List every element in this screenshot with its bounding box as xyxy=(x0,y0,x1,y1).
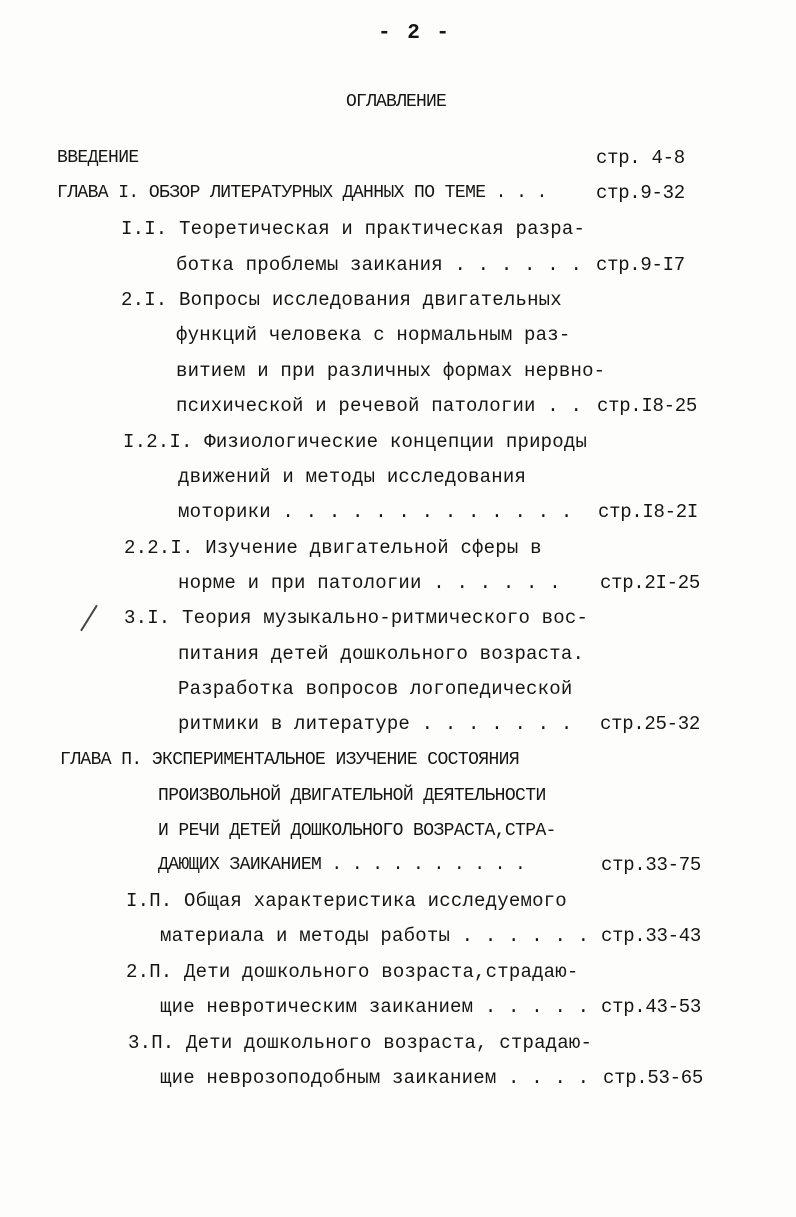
toc-entry-label: ВВЕДЕНИЕ xyxy=(57,148,139,168)
page-title: ОГЛАВЛЕНИЕ xyxy=(346,92,447,112)
toc-entry-line: движений и методы исследования xyxy=(178,466,527,488)
pencil-mark xyxy=(80,605,98,632)
toc-entry-ref: стр.2I-25 xyxy=(600,572,700,594)
toc-entry-line: Разработка вопросов логопедической xyxy=(178,678,573,700)
page-number: - 2 - xyxy=(378,22,452,45)
toc-entry-line: ритмики в литературе . . . . . . . xyxy=(178,713,573,735)
toc-entry-line: ПРОИЗВОЛЬНОЙ ДВИГАТЕЛЬНОЙ ДЕЯТЕЛЬНОСТИ xyxy=(158,786,546,806)
toc-entry-ref: стр.I8-25 xyxy=(597,395,697,417)
toc-entry-line: I.П. Общая характеристика исследуемого xyxy=(126,890,567,912)
toc-entry-ref: стр.9-32 xyxy=(596,182,685,204)
toc-entry-line: материала и методы работы . . . . . . xyxy=(160,925,590,947)
toc-entry-line: 2.I. Вопросы исследования двигательных xyxy=(121,289,562,311)
toc-entry-ref: стр.53-65 xyxy=(603,1067,703,1089)
toc-entry-line: психической и речевой патологии . . xyxy=(176,395,583,417)
toc-entry-line: функций человека с нормальным раз- xyxy=(176,324,571,346)
toc-entry-line: ДАЮЩИХ ЗАИКАНИЕМ . . . . . . . . . . xyxy=(158,855,526,875)
toc-entry-line: норме и при патологии . . . . . . xyxy=(178,572,561,594)
toc-entry-line: щие невротическим заиканием . . . . . xyxy=(160,996,590,1018)
toc-entry-ref: стр.I8-2I xyxy=(598,501,698,523)
toc-entry-line: ботка проблемы заикания . . . . . . xyxy=(176,254,583,276)
toc-entry-line: 3.I. Теория музыкально-ритмического вос- xyxy=(124,607,589,629)
toc-entry-ref: стр.25-32 xyxy=(600,713,700,735)
toc-entry-line: I.2.I. Физиологические концепции природы xyxy=(123,431,588,453)
toc-entry-line: 2.П. Дети дошкольного возраста,страдаю- xyxy=(126,961,579,983)
toc-entry-line: И РЕЧИ ДЕТЕЙ ДОШКОЛЬНОГО ВОЗРАСТА,СТРА- xyxy=(158,821,556,841)
toc-entry-line: 3.П. Дети дошкольного возраста, страдаю- xyxy=(128,1032,593,1054)
toc-entry-line: витием и при различных формах нервно- xyxy=(176,360,606,382)
toc-entry-ref: стр.33-43 xyxy=(601,925,701,947)
toc-entry-line: ГЛАВА П. ЭКСПЕРИМЕНТАЛЬНОЕ ИЗУЧЕНИЕ СОСТОЯНИЯ xyxy=(60,750,520,770)
toc-entry-ref: стр.33-75 xyxy=(601,854,701,876)
toc-entry-line: моторики . . . . . . . . . . . . . xyxy=(178,501,573,523)
toc-entry-line: I.I. Теоретическая и практическая разра- xyxy=(121,218,586,240)
toc-entry-line: 2.2.I. Изучение двигательной сферы в xyxy=(124,537,542,559)
toc-entry-ref: стр.9-I7 xyxy=(596,254,685,276)
toc-entry-ref: стр. 4-8 xyxy=(596,147,685,169)
toc-entry-label: ГЛАВА I. ОБЗОР ЛИТЕРАТУРНЫХ ДАННЫХ ПО ТЕМЕ . . . xyxy=(57,183,547,203)
toc-entry-line: щие неврозоподобным заиканием . . . . xyxy=(160,1067,590,1089)
toc-entry-line: питания детей дошкольного возраста. xyxy=(178,643,585,665)
toc-entry-ref: стр.43-53 xyxy=(601,996,701,1018)
